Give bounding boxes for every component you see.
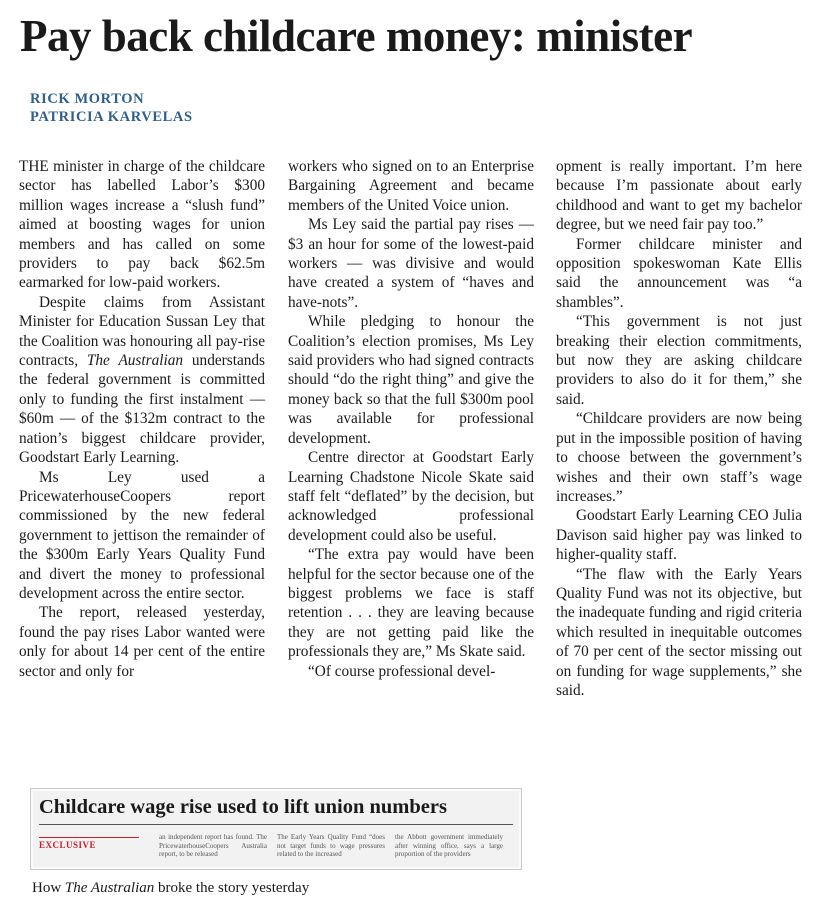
article-paragraph bbox=[19, 293, 265, 468]
article-paragraph: Goodstart Early Learning CEO Julia Davison said higher pay was linked to higher-quality staff. bbox=[556, 507, 802, 564]
text-run: Despite claims from Assistant Minister for Education Sussan Ley that the Coalition was honouring all pay-rise contracts, bbox=[19, 293, 265, 370]
article-column-2 bbox=[288, 157, 534, 681]
article-paragraph: Centre director at Goodstart Early Learning Chadstone Nicole Skate said staff felt “deflated” by the decision, but acknowledged professional development could also be useful. bbox=[288, 449, 534, 544]
article-paragraph: opment is really important. I’m here because I’m passionate about early childhood and want to get my bachelor degree, but we need fair pay too.” bbox=[556, 158, 802, 234]
article-paragraph: Former childcare minister and opposition spokeswoman Kate Ellis said the announcement was “a shambles”. bbox=[556, 235, 802, 311]
article-paragraph: Ms Ley used a PricewaterhouseCoopers report commissioned by the new federal government to jettison the remainder of the $300m Early Years Quality Fund and divert the money to professional development across the entire sector. bbox=[19, 468, 265, 602]
clipping-text: The Early Years Quality Fund “does not target funds to wage pressures related to the increased bbox=[277, 833, 385, 858]
author-name: PATRICIA KARVELAS bbox=[30, 109, 193, 125]
story-clipping-image bbox=[30, 788, 522, 870]
clipping-headline: Childcare wage rise used to lift union numbers bbox=[39, 793, 513, 825]
publication-name: The Australian bbox=[64, 880, 155, 896]
caption-text: How bbox=[32, 880, 65, 896]
caption-text: broke the story yesterday bbox=[154, 880, 310, 896]
author-name: RICK MORTON bbox=[30, 91, 145, 107]
article-column-3 bbox=[556, 157, 802, 700]
article-paragraph: While pledging to honour the Coalition’s election promises, Ms Ley said providers who had signed contracts should “do the right thing” and give the money back so that the full $300m pool was available for professional development. bbox=[288, 313, 534, 447]
article-paragraph: workers who signed on to an Enterprise Bargaining Agreement and became members of the United Voice union. bbox=[288, 158, 534, 214]
clipping-text: an independent report has found. The PricewaterhouseCoopers Australia report, to be released bbox=[159, 833, 267, 858]
image-caption bbox=[32, 878, 309, 898]
article-paragraph: “The extra pay would have been helpful for the sector because one of the biggest problems we face is staff retention . . . they are leaving because they are not getting paid like the professionals they are,” Ms Skate said. bbox=[288, 546, 534, 661]
article-paragraph: “Of course professional devel- bbox=[308, 662, 496, 680]
publication-name: The Australian bbox=[86, 352, 184, 370]
text-run: understands the federal government is committed only to funding the first instalment — $60m — of the $132m contract to the nation’s biggest childcare provider, Goodstart Early Learning. bbox=[19, 352, 265, 467]
byline bbox=[30, 90, 193, 126]
exclusive-tag: EXCLUSIVE bbox=[39, 837, 139, 850]
article-paragraph: The report, released yesterday, found the pay rises Labor wanted were only for about 14 per cent of the entire sector and only for bbox=[19, 604, 265, 680]
headline: Pay back childcare money: minister bbox=[20, 11, 693, 61]
article-paragraph: Ms Ley said the partial pay rises — $3 an hour for some of the lowest-paid workers — was divisive and would have created a system of “haves and have-nots”. bbox=[288, 216, 534, 311]
article-column-1 bbox=[19, 157, 265, 681]
article-paragraph: THE minister in charge of the childcare sector has labelled Labor’s $300 million wages increase a “slush fund” aimed at boosting wages for union members and has called on some providers to pay back $62.5m earmarked for low-paid workers. bbox=[19, 158, 265, 292]
article-paragraph: “Childcare providers are now being put in the impossible position of having to choose between the government’s wishes and their own staff’s wage increases.” bbox=[556, 410, 802, 505]
article-paragraph: “The flaw with the Early Years Quality Fund was not its objective, but the inadequate funding and rigid criteria which resulted in inequitable outcomes of 70 per cent of the sector missing out on funding for wage supplements,” she said. bbox=[556, 565, 802, 699]
article-paragraph: “This government is not just breaking their election commitments, but now they are asking childcare providers to also do it for them,” she said. bbox=[556, 313, 802, 408]
clipping-text: the Abbott government immediately after winning office, says a large proportion of the providers bbox=[395, 833, 503, 858]
